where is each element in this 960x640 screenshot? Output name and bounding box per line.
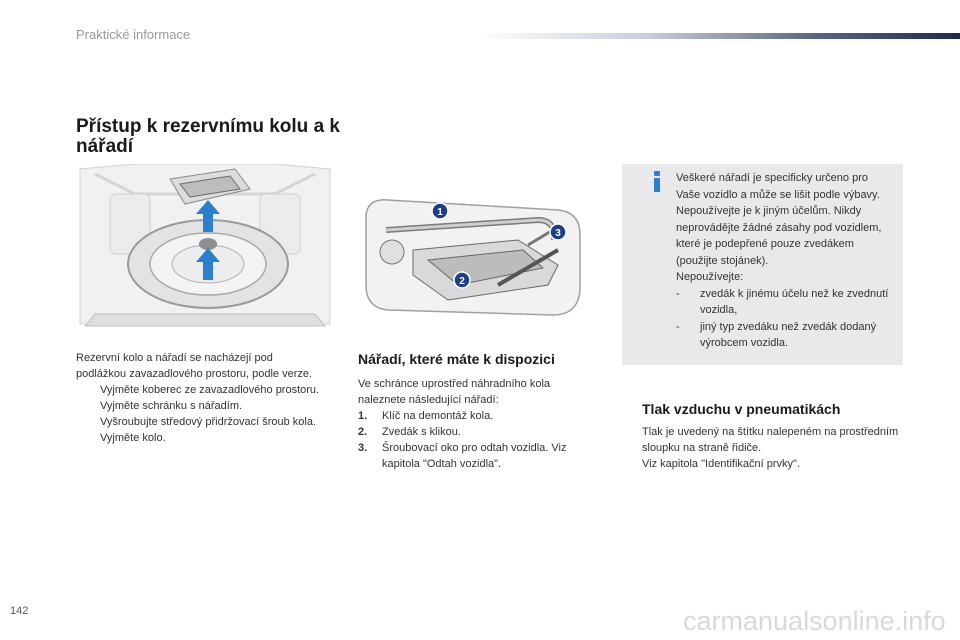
header-section-label: Praktické informace xyxy=(76,27,191,42)
header-bar xyxy=(478,33,960,39)
step-item xyxy=(76,414,326,430)
page-number: 142 xyxy=(10,605,29,617)
tool-item xyxy=(358,424,598,440)
step-item xyxy=(76,430,326,446)
info-paragraph: Veškeré nářadí je specificky určeno pro Vaše vozidlo a může se lišit podle výbavy. Nepoužívejte je k jiným účelům. Nikdy neprovádějte žádné zásahy pod vozidlem, které je podepřené pouze zvedákem (použijte stojánek). xyxy=(676,172,882,267)
tool-text: Klíč na demontáž kola. xyxy=(382,410,494,422)
tire-pressure-location: Tlak je uvedený na štítku nalepeném na prostředním sloupku na straně řidiče. xyxy=(642,426,899,454)
spare-wheel-instructions xyxy=(76,350,326,446)
diagram-label-2: 2 xyxy=(459,276,465,287)
tools-list xyxy=(358,376,598,472)
info-do-not-use: Nepoužívejte: xyxy=(676,271,744,283)
tool-text: Šroubovací oko pro odtah vozidla. Viz kapitola "Odtah vozidla". xyxy=(382,442,567,470)
tool-number: 2. xyxy=(358,426,368,438)
info-list-item xyxy=(676,319,895,352)
tool-number: 1. xyxy=(358,410,368,422)
step-text: Vyjměte kolo. xyxy=(100,432,166,444)
info-box xyxy=(622,164,903,365)
page-title: Přístup k rezervnímu kolu a k nářadí xyxy=(76,116,340,157)
diagram-label-3: 3 xyxy=(555,228,561,239)
step-item xyxy=(76,398,326,414)
diagram-label-1: 1 xyxy=(437,207,443,218)
tire-pressure-text xyxy=(642,424,902,472)
step-text: Vyjměte schránku s nářadím. xyxy=(100,400,243,412)
tools-heading: Nářadí, které máte k dispozici xyxy=(358,351,555,367)
dash-mark: - xyxy=(676,320,680,333)
step-item xyxy=(76,382,326,398)
tire-pressure-heading: Tlak vzduchu v pneumatikách xyxy=(642,401,841,417)
info-item-text: jiný typ zvedáku než zvedák dodaný výrobcem vozidla. xyxy=(700,320,877,349)
tool-item xyxy=(358,440,598,472)
step-text: Vyjměte koberec ze zavazadlového prostoru. xyxy=(100,384,320,396)
tool-number: 3. xyxy=(358,442,368,454)
tire-pressure-reference: Viz kapitola "Identifikační prvky". xyxy=(642,458,801,470)
watermark: carmanualsonline.info xyxy=(683,606,946,636)
step-text: Vyšroubujte středový přidržovací šroub kola. xyxy=(100,416,317,428)
tool-text: Zvedák s klikou. xyxy=(382,426,461,438)
info-item-text: zvedák k jinému účelu než ke zvednutí vozidla, xyxy=(700,287,889,316)
tool-item xyxy=(358,408,598,424)
dash-mark: - xyxy=(676,287,680,300)
spare-wheel-illustration xyxy=(75,164,335,334)
toolkit-illustration xyxy=(358,190,590,323)
spare-wheel-intro: Rezervní kolo a nářadí se nacházejí pod podlážkou zavazadlového prostoru, podle verze. xyxy=(76,352,313,380)
tools-intro: Ve schránce uprostřed náhradního kola naleznete následující nářadí: xyxy=(358,378,551,406)
info-icon xyxy=(652,171,662,193)
info-list-item xyxy=(676,286,895,319)
